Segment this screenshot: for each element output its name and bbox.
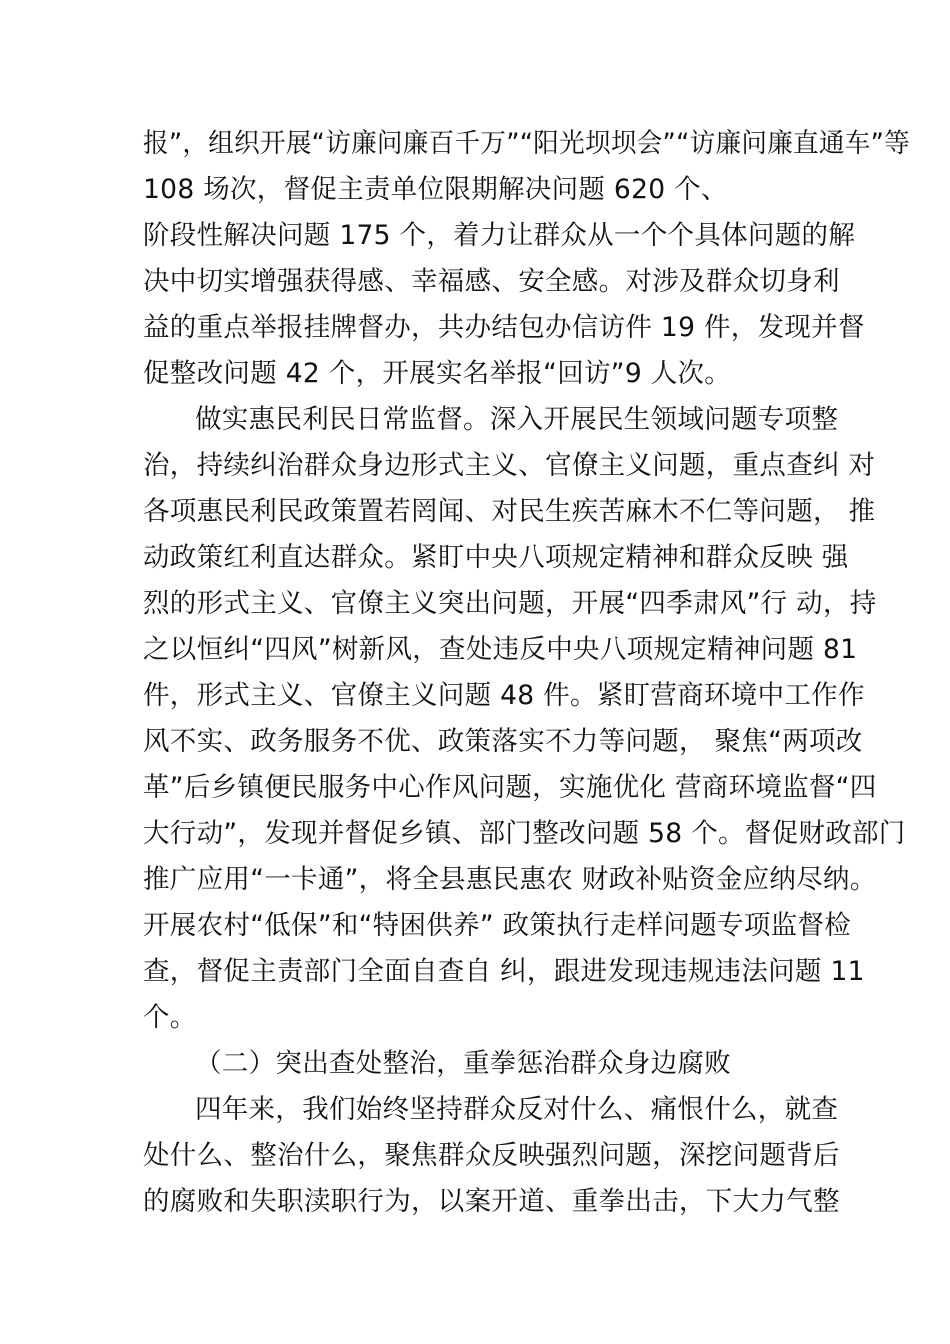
text-line: 查，督促主责部门全面自查自 纠，跟进发现违规违法问题 11 xyxy=(143,956,865,987)
text-line: 的腐败和失职渎职行为，以案开道、重拳出击，下大力气整 xyxy=(143,1186,840,1217)
text-line: 促整改问题 42 个，开展实名举报“回访”9 人次。 xyxy=(143,358,732,389)
text-line: 108 场次，督促主责单位限期解决问题 620 个、 xyxy=(143,174,728,205)
paragraph-heading-line: 做实惠民利民日常监督。深入开展民生领域问题专项整 xyxy=(195,404,839,435)
text-line: 推广应用“一卡通”，将全县惠民惠农 财政补贴资金应纳尽纳。 xyxy=(143,864,877,895)
text-line: 开展农村“低保”和“特困供养” 政策执行走样问题专项监督检 xyxy=(143,910,852,941)
text-line: 烈的形式主义、官僚主义突出问题，开展“四季肃风”行 动，持 xyxy=(143,588,877,619)
text-line: 件，形式主义、官僚主义问题 48 件。紧盯营商环境中工作作 xyxy=(143,680,865,711)
text-line: 革”后乡镇便民服务中心作风问题，实施优化 营商环境监督“四 xyxy=(143,772,877,803)
text-line: 报”，组织开展“访廉问廉百千万”“阳光坝坝会”“访廉问廉直通车”等 xyxy=(143,128,911,159)
text-line: 个。 xyxy=(143,1002,197,1033)
text-line: 益的重点举报挂牌督办，共办结包办信访件 19 件，发现并督 xyxy=(143,312,865,343)
text-line: 各项惠民利民政策置若罔闻、对民生疾苦麻木不仁等问题， 推 xyxy=(143,496,876,527)
text-line: 四年来，我们始终坚持群众反对什么、痛恨什么，就查 xyxy=(195,1094,839,1125)
text-line: 治，持续纠治群众身边形式主义、官僚主义问题，重点查纠 对 xyxy=(143,450,876,481)
text-line: 动政策红利直达群众。紧盯中央八项规定精神和群众反映 强 xyxy=(143,542,849,573)
text-line: 处什么、整治什么，聚焦群众反映强烈问题，深挖问题背后 xyxy=(143,1140,840,1171)
section-heading: （二）突出查处整治，重拳惩治群众身边腐败 xyxy=(195,1048,731,1079)
text-line: 决中切实增强获得感、幸福感、安全感。对涉及群众切身利 xyxy=(143,266,840,297)
text-line: 之以恒纠“四风”树新风，查处违反中央八项规定精神问题 81 xyxy=(143,634,858,665)
text-line: 风不实、政务服务不优、政策落实不力等问题， 聚焦“两项改 xyxy=(143,726,863,757)
text-line: 大行动”，发现并督促乡镇、部门整改问题 58 个。督促财政部门 xyxy=(143,818,906,849)
text-line: 阶段性解决问题 175 个，着力让群众从一个个具体问题的解 xyxy=(143,220,856,251)
